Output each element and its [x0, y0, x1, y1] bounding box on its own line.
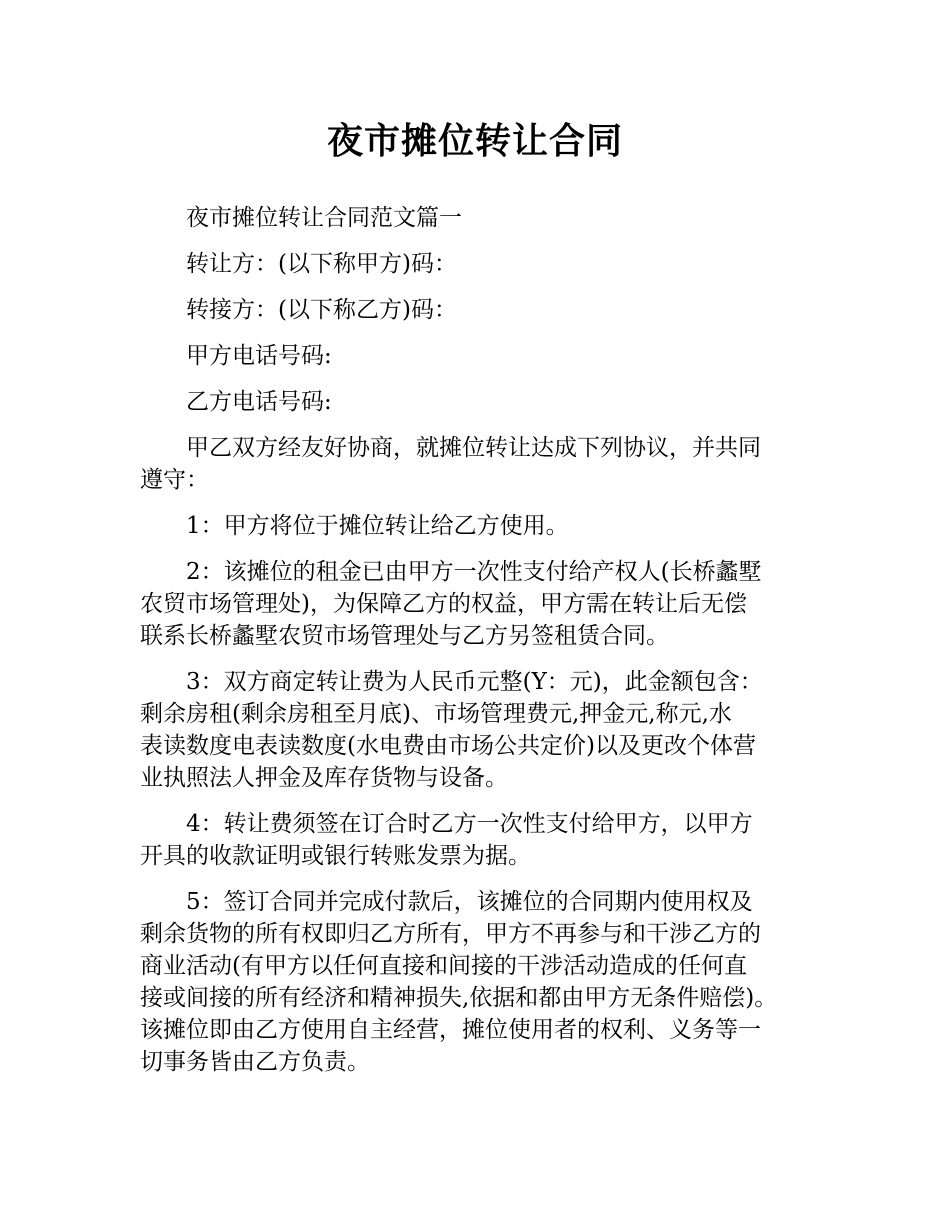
clause-1: 1：甲方将位于摊位转让给乙方使用。	[186, 513, 569, 539]
paragraph-party-a-phone: 甲方电话号码:	[186, 343, 332, 369]
paragraph-agreement-intro: 甲乙双方经友好协商，就摊位转让达成下列协议，并共同 遵守：	[140, 435, 761, 493]
paragraph-heading: 夜市摊位转让合同范文篇一	[186, 205, 462, 231]
clause-4: 4：转让费须签在订合时乙方一次性支付给甲方，以甲方 开具的收款证明或银行转账发票为据。	[140, 811, 753, 869]
paragraph-transferee: 转接方：(以下称乙方)码：	[186, 297, 457, 323]
paragraph-transferor: 转让方：(以下称甲方)码：	[186, 251, 457, 277]
clause-3: 3：双方商定转让费为人民币元整(Y：元)，此金额包含： 剩余房租(剩余房租至月底)、市场管理费元,押金元,称元,水 表读数度电表读数度(水电费由市场公共定价)以及更改个体营 业执照法人押金及库存货物与设备。	[140, 669, 763, 791]
clause-5: 5：签订合同并完成付款后，该摊位的合同期内使用权及 剩余货物的所有权即归乙方所有，甲方不再参与和干涉乙方的 商业活动(有甲方以任何直接和间接的干涉活动造成的任何直 接或间接的所有经济和精神损失,依据和都由甲方无条件赔偿)。 该摊位即由乙方使用自主经营，摊位使用者的权利、义务等一 切事务皆由乙方负责。	[140, 889, 778, 1075]
paragraph-party-b-phone: 乙方电话号码:	[186, 389, 332, 415]
document-body	[140, 202, 812, 1092]
clause-2: 2：该摊位的租金已由甲方一次性支付给产权人(长桥蠡墅 农贸市场管理处)，为保障乙方的权益，甲方需在转让后无偿 联系长桥蠡墅农贸市场管理处与乙方另签租赁合同。	[140, 559, 762, 649]
document-title: 夜市摊位转让合同	[326, 121, 623, 162]
